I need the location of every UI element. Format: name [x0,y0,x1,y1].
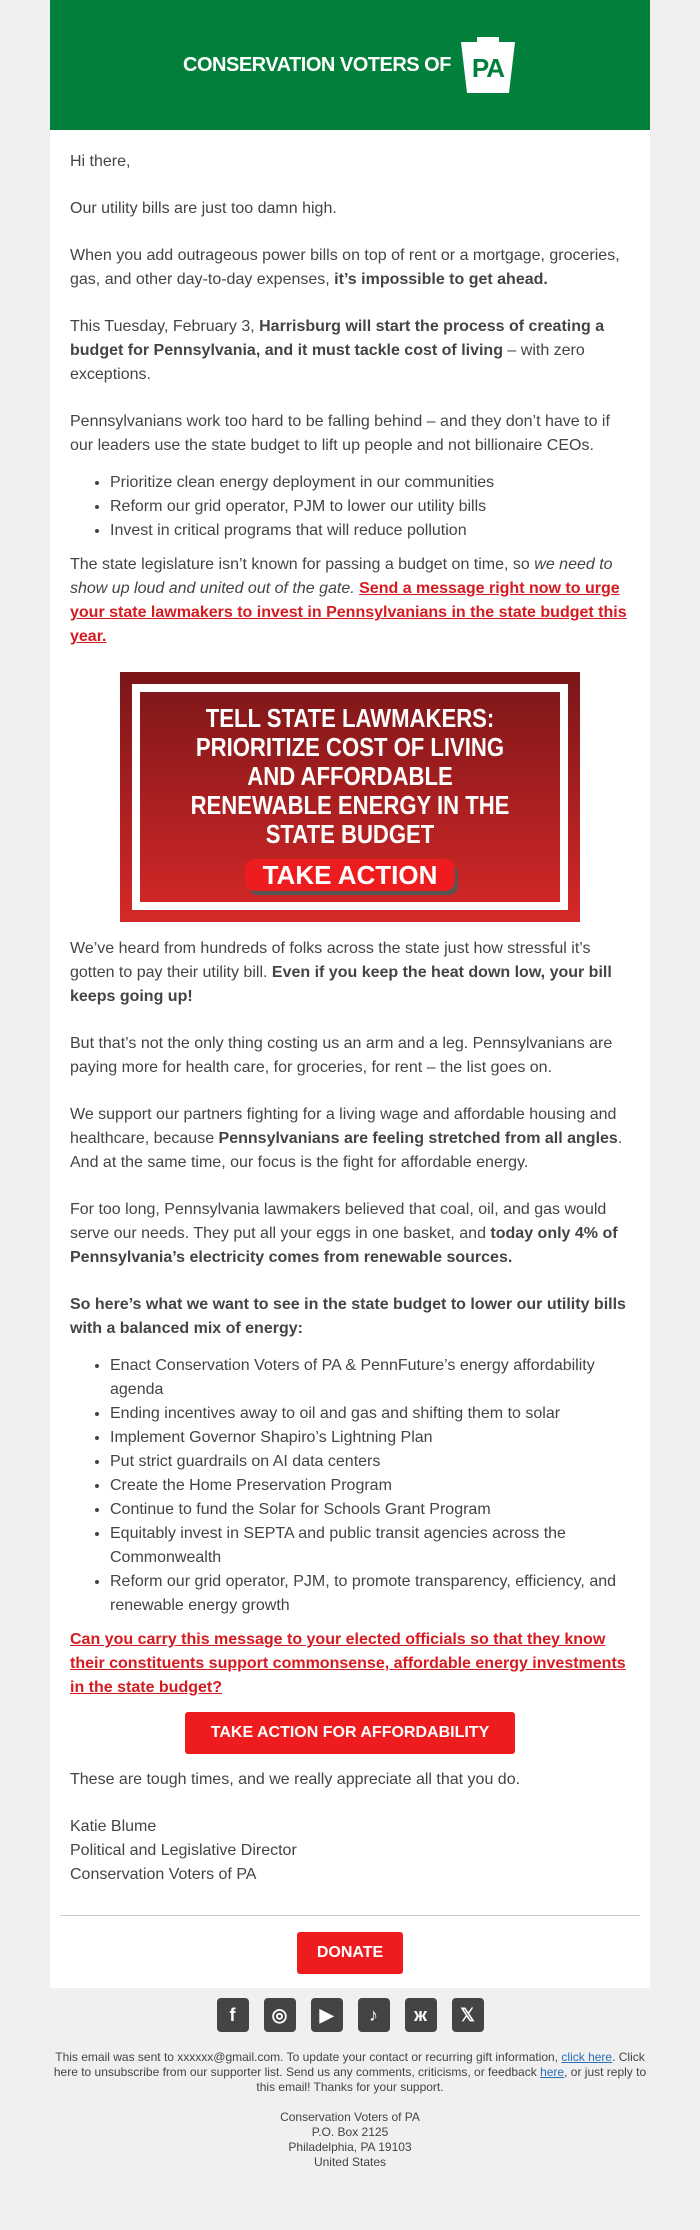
signer-name: Katie Blume [70,1818,157,1835]
italic-text: we need to show up loud and united out of the gate. [70,556,613,597]
footer-notice [50,2050,650,2095]
address-line: United States [313,2155,387,2169]
address-line: Conservation Voters of PA [280,2110,420,2124]
bold-text: Even if you keep the heat down low, your bill keeps going up! [70,964,612,1005]
greeting: Hi there, [70,153,131,170]
text: . And at the same time, our focus is the fight for affordable energy. [70,1130,623,1171]
paragraph [70,553,630,649]
text: This Tuesday, February 3, [70,318,260,335]
list-item: • Ending incentives away to oil and gas and shifting them to solar [110,1402,630,1426]
list-item: • Implement Governor Shapiro’s Lightning Plan [110,1426,630,1450]
paragraph: Pennsylvanians work too hard to be falling behind – and they don’t have to if our leaders use the state budget to lift up people and not billionaire CEOs. [70,413,610,454]
budget-list [70,1354,630,1618]
email-body [50,130,650,1909]
keystone-icon [459,37,517,93]
header [50,0,650,130]
logo-badge: PA [471,53,505,83]
update-info-link[interactable]: click here [561,2050,613,2064]
text: We support our partners fighting for a living wage and affordable housing and healthcare, because [70,1106,617,1147]
banner-headline: TELL STATE LAWMAKERS: PRIORITIZE COST OF LIVING AND AFFORDABLE RENEWABLE ENERGY IN THE STATE BUDGET [190,702,510,849]
text: When you add outrageous power bills on top of rent or a mortgage, groceries, gas, and other day-to-day expenses, [70,247,620,288]
logo [183,37,517,93]
signer-org: Conservation Voters of PA [70,1866,257,1883]
bold-text: it’s impossible to get ahead. [334,271,548,288]
paragraph [70,1628,630,1700]
list-item: • Equitably invest in SEPTA and public transit agencies across the Commonwealth [110,1522,630,1570]
signature [70,1815,630,1887]
priority-list [70,471,630,543]
list-item: • Reform our grid operator, PJM, to promote transparency, efficiency, and renewable energy growth [110,1570,630,1618]
text: The state legislature isn’t known for passing a budget on time, so [70,556,535,573]
text: . Click here to unsubscribe from our supporter list. Send us any comments, criticisms, or feedback [53,2050,645,2079]
signer-title: Political and Legislative Director [70,1842,297,1859]
paragraph [70,1103,630,1175]
footer [0,2032,700,2230]
send-message-link[interactable]: Send a message right now to urge your state lawmakers to invest in Pennsylvanians in the state budget this year. [70,580,627,645]
text: For too long, Pennsylvania lawmakers believed that coal, oil, and gas would serve our needs. They put all your eggs in one basket, and [70,1201,607,1242]
donate-button[interactable]: DONATE [297,1932,403,1974]
feedback-link[interactable]: here [540,2065,565,2079]
text: , or just reply to this email! Thanks for your support. [256,2065,647,2094]
email-container [50,0,650,1988]
list-item: • Continue to fund the Solar for Schools Grant Program [110,1498,630,1522]
text: – with zero exceptions. [70,342,585,383]
paragraph: These are tough times, and we really appreciate all that you do. [70,1771,521,1788]
youtube-icon[interactable]: ▶ [311,1998,343,2032]
text: We’ve heard from hundreds of folks across the state just how stressful it’s gotten to pay their utility bill. [70,940,591,981]
paragraph [70,1198,630,1270]
logo-text: CONSERVATION VOTERS OF [183,53,451,76]
social-links [0,1998,700,2032]
address-line: P.O. Box 2125 [311,2125,389,2139]
list-item: • Enact Conservation Voters of PA & PennFuture’s energy affordability agenda [110,1354,630,1402]
tiktok-icon[interactable]: ♪ [358,1998,390,2032]
list-item: • Prioritize clean energy deployment in our communities [110,471,630,495]
banner-take-action-button: TAKE ACTION [245,859,456,891]
paragraph [70,244,630,292]
address-line: Philadelphia, PA 19103 [288,2140,412,2154]
paragraph: But that’s not the only thing costing us an arm and a leg. Pennsylvanians are paying more for health care, for groceries, for rent – the list goes on. [70,1035,613,1076]
bold-text: today only 4% of Pennsylvania’s electricity comes from renewable sources. [70,1225,618,1266]
take-action-for-affordability-button[interactable]: TAKE ACTION FOR AFFORDABILITY [185,1712,515,1754]
text: This email was sent to xxxxxx@gmail.com. To update your contact or recurring gift information, [55,2050,562,2064]
list-item: • Invest in critical programs that will reduce pollution [110,519,630,543]
divider [60,1915,640,1916]
bold-text: Harrisburg will start the process of creating a budget for Pennsylvania, and it must tackle cost of living [70,318,605,359]
paragraph [70,937,630,1009]
bold-text: Pennsylvanians are feeling stretched from all angles [218,1130,618,1147]
paragraph [70,315,630,387]
list-item: • Put strict guardrails on AI data centers [110,1450,630,1474]
instagram-icon[interactable]: ◎ [264,1998,296,2032]
bluesky-icon[interactable]: ж [405,1998,437,2032]
paragraph: Our utility bills are just too damn high. [70,200,337,217]
facebook-icon[interactable]: f [217,1998,249,2032]
paragraph: So here’s what we want to see in the state budget to lower our utility bills with a balanced mix of energy: [70,1296,626,1337]
footer-address [10,2110,690,2170]
list-item: • Create the Home Preservation Program [110,1474,630,1498]
carry-message-link[interactable]: Can you carry this message to your elected officials so that they know their constituents support commonsense, affordable energy investments in the state budget? [70,1631,626,1696]
banner-frame [132,684,568,910]
list-item: • Reform our grid operator, PJM to lower our utility bills [110,495,630,519]
take-action-banner[interactable] [120,672,580,922]
x-icon[interactable]: 𝕏 [452,1998,484,2032]
